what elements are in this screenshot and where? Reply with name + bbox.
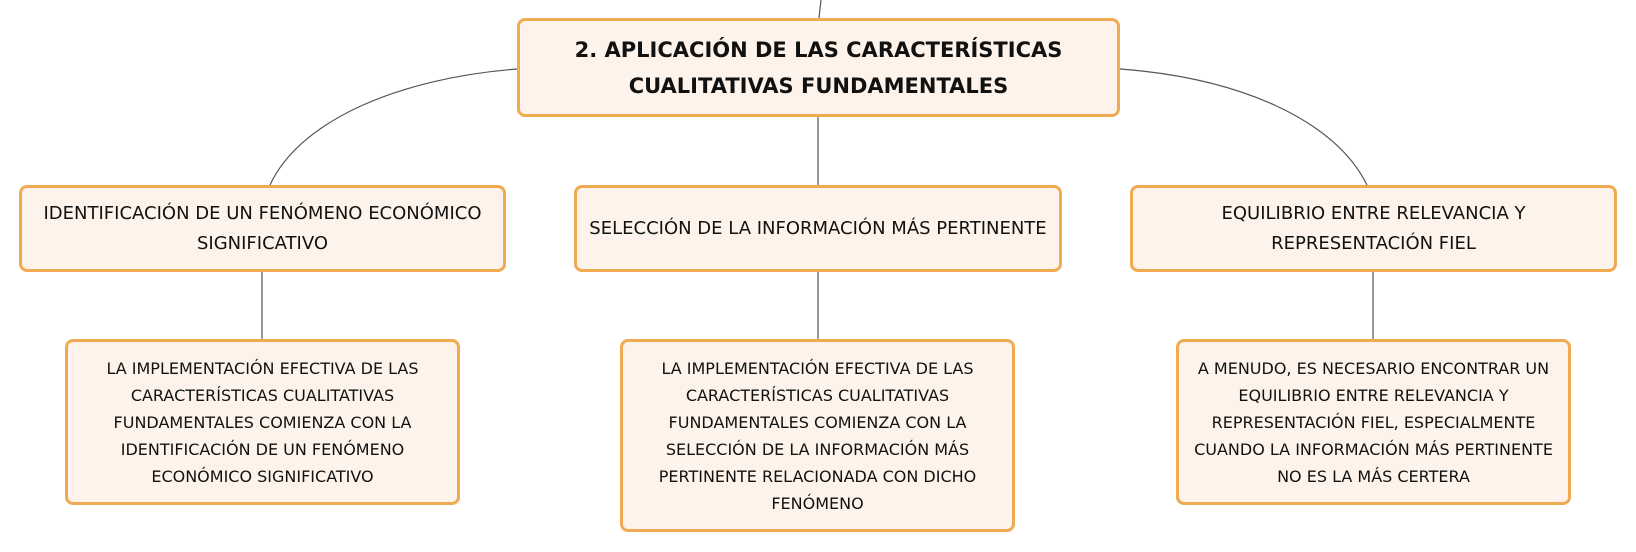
connector-root-to-branch-3	[1120, 69, 1367, 185]
root-title-line: CUALITATIVAS FUNDAMENTALES	[628, 73, 1009, 98]
branch-node-identificacion[interactable]	[19, 185, 506, 272]
leaf-node-text	[106, 355, 418, 490]
leaf-text-line: CARACTERÍSTICAS CUALITATIVAS	[685, 385, 950, 405]
leaf-text-line: PERTINENTE RELACIONADA CON DICHO	[658, 466, 977, 486]
branch-label-line: REPRESENTACIÓN FIEL	[1271, 232, 1476, 254]
branch-node-text	[43, 199, 481, 259]
leaf-text-line: FUNDAMENTALES COMIENZA CON LA	[668, 412, 967, 432]
leaf-text-line: SELECCIÓN DE LA INFORMACIÓN MÁS	[665, 439, 970, 459]
leaf-node-text	[1194, 355, 1553, 490]
leaf-node-equilibrio[interactable]	[1176, 339, 1571, 505]
leaf-text-line: NO ES LA MÁS CERTERA	[1277, 466, 1470, 486]
branch-label-line: SIGNIFICATIVO	[196, 232, 329, 254]
leaf-text-line: A MENUDO, ES NECESARIO ENCONTRAR UN	[1197, 358, 1550, 378]
leaf-text-line: FUNDAMENTALES COMIENZA CON LA	[113, 412, 412, 432]
leaf-node-text	[659, 355, 977, 517]
leaf-text-line: EQUILIBRIO ENTRE RELEVANCIA Y	[1238, 385, 1509, 405]
branch-label-line: IDENTIFICACIÓN DE UN FENÓMENO ECONÓMICO	[43, 202, 482, 224]
connector-root-to-branch-1	[270, 69, 517, 185]
leaf-text-line: REPRESENTACIÓN FIEL, ESPECIALMENTE	[1211, 412, 1536, 432]
branch-node-text	[1222, 199, 1526, 259]
connector-top-incoming	[819, 0, 821, 18]
leaf-text-line: CUANDO LA INFORMACIÓN MÁS PERTINENTE	[1194, 439, 1553, 459]
leaf-text-line: LA IMPLEMENTACIÓN EFECTIVA DE LAS	[106, 358, 419, 378]
root-title-line: 2. APLICACIÓN DE LAS CARACTERÍSTICAS	[574, 37, 1063, 62]
leaf-text-line: CARACTERÍSTICAS CUALITATIVAS	[130, 385, 395, 405]
leaf-text-line: LA IMPLEMENTACIÓN EFECTIVA DE LAS	[661, 358, 974, 378]
leaf-node-seleccion[interactable]	[620, 339, 1015, 532]
leaf-text-line: ECONÓMICO SIGNIFICATIVO	[151, 466, 374, 486]
branch-label-line: SELECCIÓN DE LA INFORMACIÓN MÁS PERTINENTE	[589, 217, 1047, 239]
root-node-text	[575, 32, 1063, 104]
branch-node-seleccion[interactable]	[574, 185, 1062, 272]
branch-label-line: EQUILIBRIO ENTRE RELEVANCIA Y	[1221, 202, 1526, 224]
branch-node-equilibrio[interactable]	[1130, 185, 1617, 272]
branch-node-text	[589, 214, 1046, 244]
leaf-text-line: FENÓMENO	[771, 493, 864, 513]
leaf-text-line: IDENTIFICACIÓN DE UN FENÓMENO	[120, 439, 405, 459]
root-node[interactable]	[517, 18, 1120, 117]
leaf-node-identificacion[interactable]	[65, 339, 460, 505]
